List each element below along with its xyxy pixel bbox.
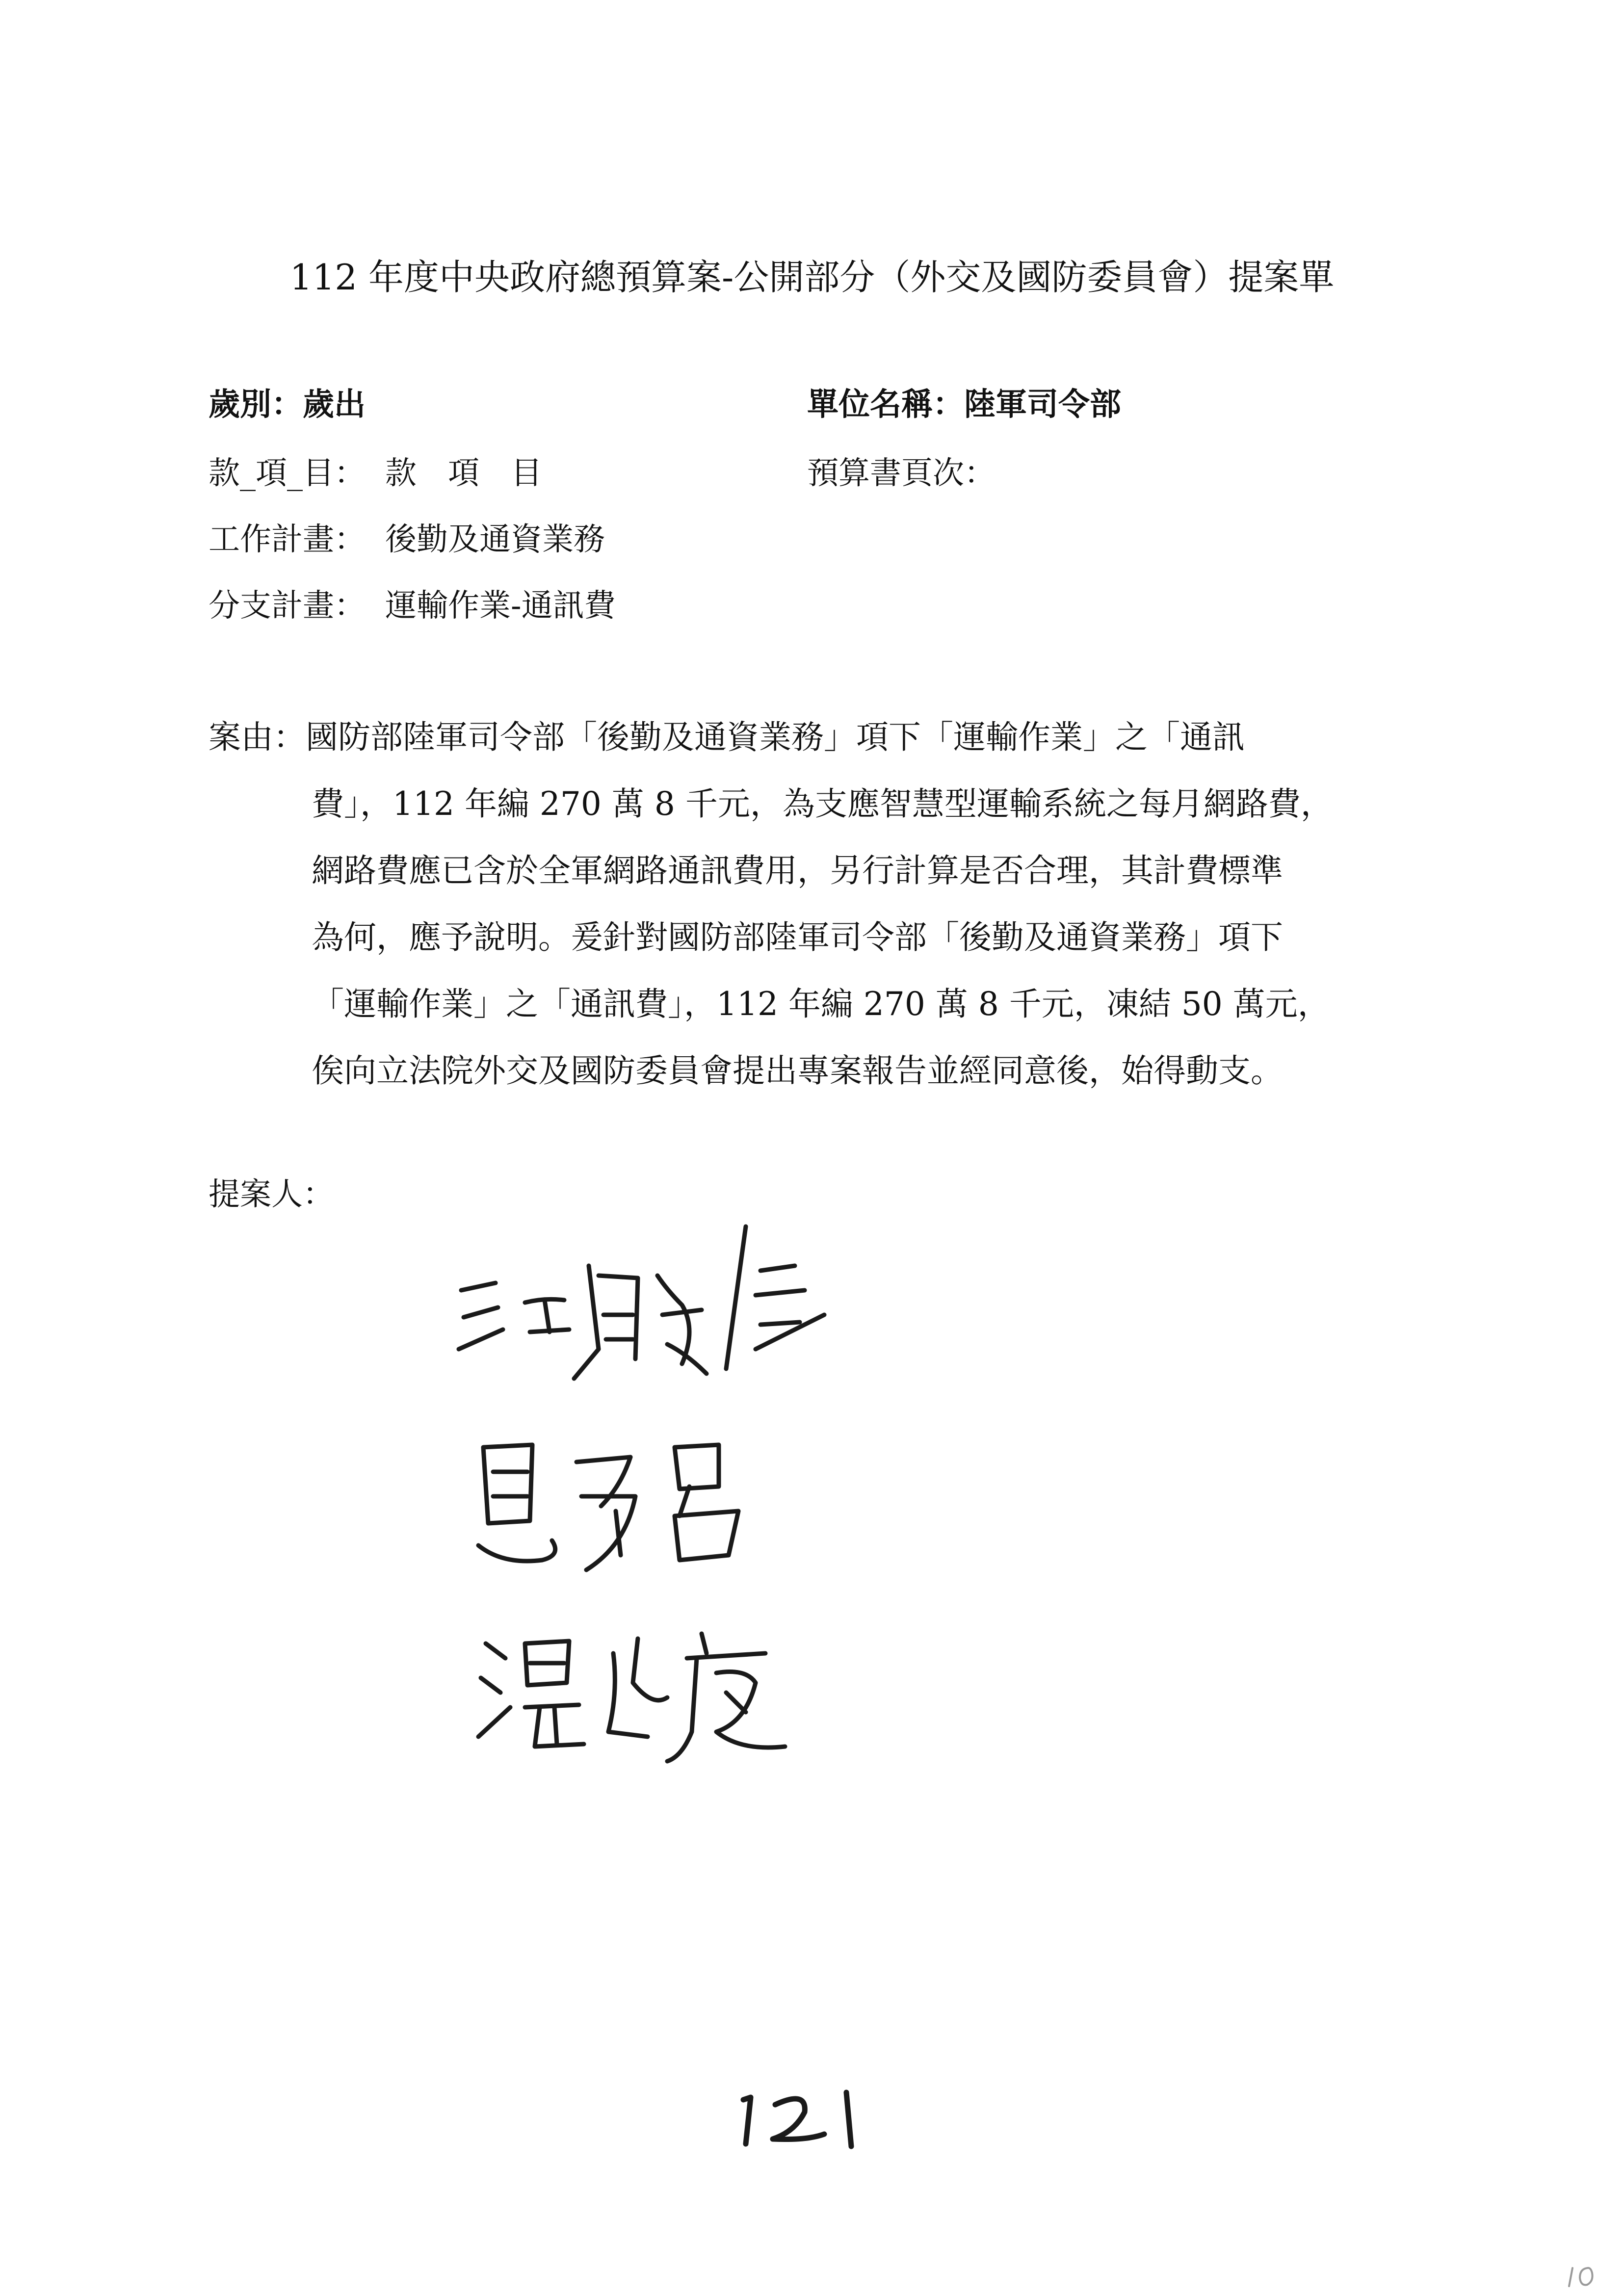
case-line: 網路費應已含於全軍網路通訊費用，另行計算是否合理，其計費標準 (312, 852, 1283, 889)
signature-2-strokes (473, 1433, 787, 1594)
case-line: 「運輸作業」之「通訊費」，112 年編 270 萬 8 千元，凍結 50 萬元， (312, 985, 1330, 1023)
sub-plan-field (209, 581, 616, 630)
corner-mark (1565, 2264, 1599, 2291)
signature-3-strokes (471, 1624, 824, 1771)
case-line: 為何，應予說明。爰針對國防部陸軍司令部「後勤及通資業務」項下 (312, 918, 1283, 956)
handwritten-page-number-strokes (733, 2083, 866, 2156)
work-plan-value: 後勤及通資業務 (385, 522, 605, 558)
unit-field (807, 380, 1121, 429)
sub-plan-label: 分支計畫： (209, 588, 366, 624)
item-value: 款 項 目 (385, 455, 542, 492)
signature-2 (473, 1433, 787, 1596)
category-value: 歲出 (303, 387, 366, 423)
unit-label: 單位名稱： (807, 387, 964, 423)
item-field (209, 449, 542, 498)
category-label: 歲別： (209, 387, 303, 423)
signature-1 (451, 1217, 883, 1395)
case-description (209, 704, 1465, 1104)
case-line: 費」，112 年編 270 萬 8 千元，為支應智慧型運輸系統之每月網路費， (312, 785, 1333, 823)
case-label: 案由： (209, 718, 306, 756)
proposer-label: 提案人： (209, 1176, 334, 1213)
budget-page-label: 預算書頁次： (807, 455, 995, 492)
handwritten-page-number (733, 2083, 866, 2158)
budget-page-field (807, 449, 995, 498)
category-field (209, 380, 366, 429)
signature-3 (471, 1624, 824, 1773)
signature-1-strokes (451, 1217, 883, 1393)
work-plan-label: 工作計畫： (209, 522, 366, 558)
work-plan-field (209, 515, 605, 564)
case-line: 案由：國防部陸軍司令部「後勤及通資業務」項下「運輸作業」之「通訊 (209, 718, 1245, 756)
case-line: 俟向立法院外交及國防委員會提出專案報告並經同意後，始得動支。 (312, 1052, 1283, 1090)
item-label: 款_項_目： (209, 455, 366, 492)
sub-plan-value: 運輸作業-通訊費 (385, 588, 616, 624)
corner-mark-strokes (1565, 2264, 1599, 2289)
unit-value: 陸軍司令部 (964, 387, 1121, 423)
document-title: 112 年度中央政府總預算案-公開部分（外交及國防委員會）提案單 (289, 257, 1335, 298)
